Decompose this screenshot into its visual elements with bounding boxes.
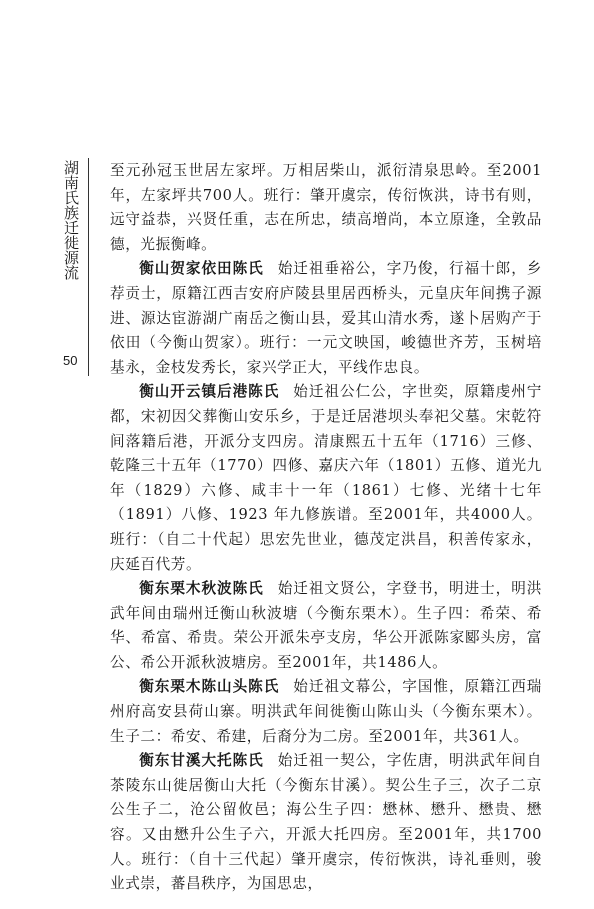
page-number: 50: [63, 353, 78, 368]
body-text: [110, 159, 542, 897]
clan-heading: 衡东栗木秋波陈氏: [139, 580, 264, 598]
clan-heading: 衡山贺家依田陈氏: [139, 260, 264, 278]
running-title: 湖南氏族迁徙源流: [62, 160, 80, 280]
clan-entry-hengdong-limu-chenshantou: [110, 675, 542, 749]
paragraph-text: 始迁祖一契公，字佐唐，明洪武年间自茶陵东山徙居衡山大托（今衡东甘溪）。契公生子三，次子二京公生子二，沧公留攸邑；海公生子四：懋林、懋升、懋贵、懋容。又由懋升公生子六，开派大托四房。至2001年，共1700人。班行：（自十三代起）肇开虞宗，传衍恢洪，诗礼垂则，骏业式崇，蕃昌秩序，为国思忠，: [110, 752, 542, 893]
paragraph-continuation: [110, 159, 542, 257]
clan-heading: 衡东栗木陈山头陈氏: [139, 678, 280, 696]
paragraph-text: 始迁祖公仁公，字世奕，原籍虔州宁都，宋初因父葬衡山安乐乡，于是迁居港坝头奉祀父墓。宋乾符间落籍后港，开派分支四房。清康熙五十五年（1716）三修、乾隆三十五年（1770）四修、嘉庆六年（1801）五修、道光九年（1829）六修、咸丰十一年（1861）七修、光绪十七年（1891）八修、1923 年九修族谱。至2001年，共4000人。班行：（自二十代起）思宏先世业，德茂定洪昌，积善传家永，庆延百代芳。: [110, 383, 542, 573]
clan-entry-hengshan-kaiyun-hougang: [110, 380, 542, 577]
paragraph-text: 始迁祖文贤公，字登书，明进士，明洪武年间由瑞州迁衡山秋波塘（今衡东栗木）。生子四：希荣、希华、希富、希贵。荣公开派朱亭支房，华公开派陈家郾头房，富公、希公开派秋波塘房。至2001年，共1486人。: [110, 580, 542, 671]
paragraph-text: 始迁祖文幕公，字国惟，原籍江西瑞州府高安县荷山寨。明洪武年间徙衡山陈山头（今衡东栗木）。生子二：希安、希建，后裔分为二房。至2001年，共361人。: [110, 678, 542, 745]
clan-entry-hengshan-hejia-yitian: [110, 257, 542, 380]
clan-heading: 衡东甘溪大托陈氏: [139, 752, 264, 770]
side-divider: [88, 158, 89, 376]
clan-entry-hengdong-ganxi-datuo: [110, 749, 542, 897]
paragraph-text: 始迁祖垂裕公，字乃俊，行福十郎，乡荐贡士，原籍江西吉安府庐陵县里居西桥头，元皇庆年间携子源进、源达宦游湖广南岳之衡山县，爱其山清水秀，遂卜居购产于依田（今衡山贺家）。班行：一元文映国，峻德世齐芳，玉树培基永，金枝发秀长，家兴学正大，平线作忠良。: [110, 260, 542, 376]
clan-heading: 衡山开云镇后港陈氏: [139, 383, 280, 401]
paragraph-text: 至元孙冠玉世居左家坪。万相居柴山，派衍清泉思岭。至2001年，左家坪共700人。班行：肇开虞宗，传衍恢洪，诗书有则，远守益恭，兴贤任重，志在所忠，绩高増尚，本立原逢，全敦品德，光振衡峰。: [110, 162, 542, 253]
clan-entry-hengdong-limu-qiubo: [110, 577, 542, 675]
